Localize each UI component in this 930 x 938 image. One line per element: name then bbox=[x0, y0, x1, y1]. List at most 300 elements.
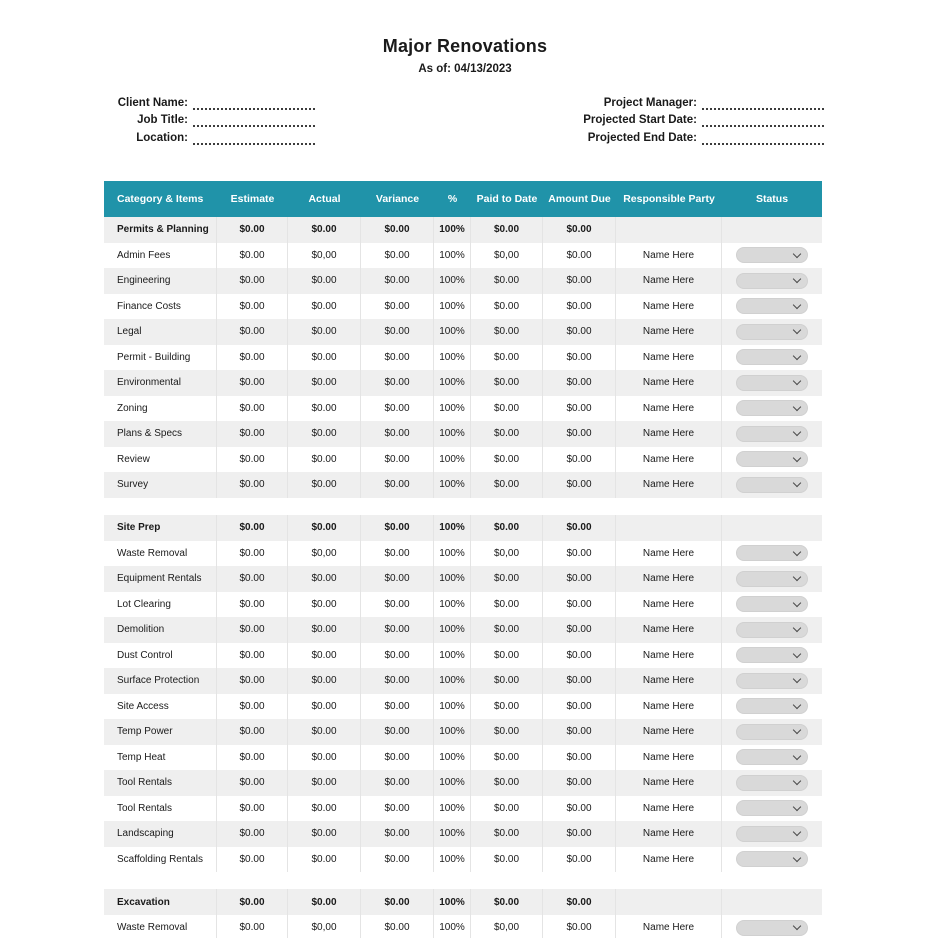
cell-responsible-party: Name Here bbox=[616, 370, 722, 396]
page-title: Major Renovations bbox=[382, 36, 548, 56]
cell-percent: 100% bbox=[434, 319, 471, 345]
cell-percent: 100% bbox=[434, 592, 471, 618]
cell-estimate: $0.00 bbox=[217, 643, 288, 669]
cell-status bbox=[722, 370, 822, 396]
chevron-down-icon bbox=[793, 624, 801, 632]
cell-responsible-party: Name Here bbox=[616, 719, 722, 745]
table-row bbox=[104, 472, 822, 498]
table-row bbox=[104, 243, 822, 269]
table-row bbox=[104, 370, 822, 396]
cell-status bbox=[722, 447, 822, 473]
cell-percent: 100% bbox=[434, 821, 471, 847]
cell-category: Equipment Rentals bbox=[104, 566, 217, 592]
cell-estimate: $0.00 bbox=[217, 268, 288, 294]
field-job-title bbox=[104, 114, 315, 128]
cell-category: Legal bbox=[104, 319, 217, 345]
table-row bbox=[104, 294, 822, 320]
cell-status bbox=[722, 643, 822, 669]
cell-variance: $0.00 bbox=[361, 268, 434, 294]
table-row bbox=[104, 566, 822, 592]
cell-estimate: $0.00 bbox=[217, 617, 288, 643]
field-location bbox=[104, 131, 315, 145]
cell-estimate: $0.00 bbox=[217, 668, 288, 694]
cell-status bbox=[722, 770, 822, 796]
cell-estimate: $0.00 bbox=[217, 541, 288, 567]
projected-start-date-label: Projected Start Date: bbox=[583, 114, 697, 126]
status-dropdown[interactable] bbox=[736, 800, 808, 816]
cell-paid-to-date: $0.00 bbox=[471, 719, 543, 745]
cell-paid-to-date: $0.00 bbox=[471, 472, 543, 498]
cell-amount-due: $0.00 bbox=[543, 447, 616, 473]
cell-category: Plans & Specs bbox=[104, 421, 217, 447]
chevron-down-icon bbox=[793, 454, 801, 462]
cell-amount-due: $0.00 bbox=[543, 694, 616, 720]
status-dropdown[interactable] bbox=[736, 673, 808, 689]
status-dropdown[interactable] bbox=[736, 545, 808, 561]
status-dropdown[interactable] bbox=[736, 920, 808, 936]
column-header-actual: Actual bbox=[308, 192, 341, 205]
cell-category: Waste Removal bbox=[104, 915, 217, 938]
cell-estimate: $0.00 bbox=[217, 847, 288, 873]
status-dropdown[interactable] bbox=[736, 477, 808, 493]
cell-paid-to-date: $0.00 bbox=[471, 370, 543, 396]
cell-responsible-party: Name Here bbox=[616, 319, 722, 345]
status-dropdown[interactable] bbox=[736, 851, 808, 867]
cell-actual: $0.00 bbox=[288, 643, 361, 669]
cell-variance: $0.00 bbox=[361, 592, 434, 618]
status-dropdown[interactable] bbox=[736, 298, 808, 314]
chevron-down-icon bbox=[793, 828, 801, 836]
cell-actual: $0.00 bbox=[288, 268, 361, 294]
table-row bbox=[104, 745, 822, 771]
column-header-responsible-party: Responsible Party bbox=[623, 192, 715, 205]
cell-category: Excavation bbox=[104, 889, 217, 915]
cell-paid-to-date: $0.00 bbox=[471, 889, 543, 915]
chevron-down-icon bbox=[793, 275, 801, 283]
chevron-down-icon bbox=[793, 922, 801, 930]
status-dropdown[interactable] bbox=[736, 571, 808, 587]
field-projected-end-date bbox=[566, 131, 824, 145]
cell-percent: 100% bbox=[434, 472, 471, 498]
cell-estimate: $0.00 bbox=[217, 566, 288, 592]
status-dropdown[interactable] bbox=[736, 596, 808, 612]
chevron-down-icon bbox=[793, 777, 801, 785]
cell-estimate: $0.00 bbox=[217, 345, 288, 371]
table-header-row bbox=[104, 181, 822, 217]
column-header-estimate: Estimate bbox=[230, 192, 275, 205]
cell-estimate: $0.00 bbox=[217, 294, 288, 320]
cell-category: Permits & Planning bbox=[104, 217, 217, 243]
cell-variance: $0.00 bbox=[361, 421, 434, 447]
table-row bbox=[104, 319, 822, 345]
cell-responsible-party: Name Here bbox=[616, 617, 722, 643]
cost-table bbox=[104, 181, 822, 938]
cell-status bbox=[722, 915, 822, 938]
table-row bbox=[104, 268, 822, 294]
cell-percent: 100% bbox=[434, 268, 471, 294]
cell-variance: $0.00 bbox=[361, 770, 434, 796]
cell-category: Tool Rentals bbox=[104, 770, 217, 796]
cell-percent: 100% bbox=[434, 396, 471, 422]
cell-status bbox=[722, 566, 822, 592]
chevron-down-icon bbox=[793, 726, 801, 734]
status-dropdown[interactable] bbox=[736, 426, 808, 442]
cell-responsible-party: Name Here bbox=[616, 694, 722, 720]
cell-amount-due: $0.00 bbox=[543, 472, 616, 498]
cell-status bbox=[722, 889, 822, 915]
cell-responsible-party: Name Here bbox=[616, 472, 722, 498]
cell-amount-due: $0.00 bbox=[543, 796, 616, 822]
cell-variance: $0.00 bbox=[361, 668, 434, 694]
cell-estimate: $0.00 bbox=[217, 447, 288, 473]
cell-percent: 100% bbox=[434, 770, 471, 796]
cell-amount-due: $0.00 bbox=[543, 421, 616, 447]
status-dropdown[interactable] bbox=[736, 349, 808, 365]
cell-status bbox=[722, 319, 822, 345]
cell-status bbox=[722, 472, 822, 498]
job-title-line[interactable] bbox=[193, 116, 315, 127]
cell-paid-to-date: $0.00 bbox=[471, 668, 543, 694]
cell-category: Tool Rentals bbox=[104, 796, 217, 822]
cell-estimate: $0.00 bbox=[217, 915, 288, 938]
cell-variance: $0.00 bbox=[361, 889, 434, 915]
cell-variance: $0.00 bbox=[361, 217, 434, 243]
cell-percent: 100% bbox=[434, 643, 471, 669]
cell-category: Site Prep bbox=[104, 515, 217, 541]
cell-estimate: $0.00 bbox=[217, 745, 288, 771]
cell-status bbox=[722, 294, 822, 320]
cell-category: Scaffolding Rentals bbox=[104, 847, 217, 873]
cell-amount-due: $0.00 bbox=[543, 541, 616, 567]
cell-responsible-party: Name Here bbox=[616, 592, 722, 618]
cell-variance: $0.00 bbox=[361, 694, 434, 720]
cell-category: Finance Costs bbox=[104, 294, 217, 320]
cell-paid-to-date: $0,00 bbox=[471, 541, 543, 567]
cell-amount-due: $0.00 bbox=[543, 668, 616, 694]
chevron-down-icon bbox=[793, 599, 801, 607]
cell-category: Surface Protection bbox=[104, 668, 217, 694]
cell-percent: 100% bbox=[434, 694, 471, 720]
cell-actual: $0.00 bbox=[288, 294, 361, 320]
field-project-manager bbox=[566, 96, 824, 110]
cell-paid-to-date: $0.00 bbox=[471, 268, 543, 294]
location-label: Location: bbox=[136, 131, 188, 144]
table-row bbox=[104, 694, 822, 720]
cell-category: Engineering bbox=[104, 268, 217, 294]
cell-status bbox=[722, 243, 822, 269]
cell-status bbox=[722, 345, 822, 371]
status-dropdown[interactable] bbox=[736, 622, 808, 638]
cell-actual: $0.00 bbox=[288, 217, 361, 243]
cell-status bbox=[722, 719, 822, 745]
field-client-name bbox=[104, 96, 315, 110]
cell-paid-to-date: $0.00 bbox=[471, 294, 543, 320]
client-info-block bbox=[104, 96, 315, 149]
table-row bbox=[104, 915, 822, 938]
client-name-line[interactable] bbox=[193, 99, 315, 110]
cell-variance: $0.00 bbox=[361, 719, 434, 745]
status-dropdown[interactable] bbox=[736, 247, 808, 263]
chevron-down-icon bbox=[793, 752, 801, 760]
cell-responsible-party bbox=[616, 515, 722, 541]
cell-responsible-party bbox=[616, 217, 722, 243]
projected-end-date-label: Projected End Date: bbox=[587, 131, 697, 144]
cell-actual: $0.00 bbox=[288, 821, 361, 847]
project-info-form bbox=[104, 96, 824, 149]
cell-paid-to-date: $0.00 bbox=[471, 796, 543, 822]
cell-amount-due: $0.00 bbox=[543, 268, 616, 294]
cell-actual: $0.00 bbox=[288, 515, 361, 541]
cell-percent: 100% bbox=[434, 243, 471, 269]
cell-paid-to-date: $0,00 bbox=[471, 243, 543, 269]
project-dates-block bbox=[566, 96, 824, 149]
cell-amount-due: $0.00 bbox=[543, 821, 616, 847]
cell-category: Zoning bbox=[104, 396, 217, 422]
cell-paid-to-date: $0.00 bbox=[471, 421, 543, 447]
cell-category: Landscaping bbox=[104, 821, 217, 847]
status-dropdown[interactable] bbox=[736, 400, 808, 416]
chevron-down-icon bbox=[793, 573, 801, 581]
cell-actual: $0.00 bbox=[288, 592, 361, 618]
cell-actual: $0.00 bbox=[288, 668, 361, 694]
cell-percent: 100% bbox=[434, 847, 471, 873]
table-row bbox=[104, 796, 822, 822]
cell-status bbox=[722, 796, 822, 822]
projected-end-date-line[interactable] bbox=[702, 134, 824, 145]
table-row bbox=[104, 421, 822, 447]
cell-status bbox=[722, 745, 822, 771]
cell-actual: $0.00 bbox=[288, 421, 361, 447]
cell-estimate: $0.00 bbox=[217, 592, 288, 618]
cell-status bbox=[722, 694, 822, 720]
cell-category: Site Access bbox=[104, 694, 217, 720]
cell-category: Review bbox=[104, 447, 217, 473]
status-dropdown[interactable] bbox=[736, 273, 808, 289]
cell-percent: 100% bbox=[434, 745, 471, 771]
section-row-permits-planning bbox=[104, 217, 822, 243]
cell-status bbox=[722, 396, 822, 422]
cell-percent: 100% bbox=[434, 617, 471, 643]
cell-amount-due: $0.00 bbox=[543, 217, 616, 243]
table-row bbox=[104, 643, 822, 669]
projected-start-date-line[interactable] bbox=[702, 116, 824, 127]
cell-paid-to-date: $0.00 bbox=[471, 217, 543, 243]
cell-actual: $0,00 bbox=[288, 915, 361, 938]
cell-percent: 100% bbox=[434, 294, 471, 320]
section-row-site-prep bbox=[104, 515, 822, 541]
column-header-amount-due: Amount Due bbox=[548, 192, 611, 205]
cell-category: Survey bbox=[104, 472, 217, 498]
cell-actual: $0.00 bbox=[288, 472, 361, 498]
chevron-down-icon bbox=[793, 250, 801, 258]
cell-amount-due: $0.00 bbox=[543, 243, 616, 269]
column-header-variance: Variance bbox=[375, 192, 420, 205]
cell-status bbox=[722, 821, 822, 847]
cell-actual: $0.00 bbox=[288, 745, 361, 771]
cell-amount-due: $0.00 bbox=[543, 515, 616, 541]
cell-responsible-party: Name Here bbox=[616, 396, 722, 422]
cell-actual: $0.00 bbox=[288, 345, 361, 371]
cell-variance: $0.00 bbox=[361, 796, 434, 822]
cell-percent: 100% bbox=[434, 421, 471, 447]
chevron-down-icon bbox=[793, 854, 801, 862]
section-site-prep bbox=[104, 515, 822, 873]
cell-responsible-party: Name Here bbox=[616, 847, 722, 873]
chevron-down-icon bbox=[793, 301, 801, 309]
cell-actual: $0.00 bbox=[288, 770, 361, 796]
status-dropdown[interactable] bbox=[736, 324, 808, 340]
client-name-label: Client Name: bbox=[117, 96, 188, 109]
table-row bbox=[104, 541, 822, 567]
column-header-category: Category & Items bbox=[117, 192, 204, 205]
cell-variance: $0.00 bbox=[361, 745, 434, 771]
section-permits-planning bbox=[104, 217, 822, 498]
chevron-down-icon bbox=[793, 326, 801, 334]
cell-category: Demolition bbox=[104, 617, 217, 643]
chevron-down-icon bbox=[793, 352, 801, 360]
cell-status bbox=[722, 421, 822, 447]
cell-amount-due: $0.00 bbox=[543, 643, 616, 669]
cell-category: Waste Removal bbox=[104, 541, 217, 567]
section-excavation bbox=[104, 889, 822, 938]
cell-estimate: $0.00 bbox=[217, 821, 288, 847]
cell-estimate: $0.00 bbox=[217, 370, 288, 396]
cell-paid-to-date: $0.00 bbox=[471, 745, 543, 771]
cell-variance: $0.00 bbox=[361, 847, 434, 873]
cell-status bbox=[722, 668, 822, 694]
cell-category: Temp Power bbox=[104, 719, 217, 745]
cell-percent: 100% bbox=[434, 915, 471, 938]
cell-estimate: $0.00 bbox=[217, 243, 288, 269]
cell-actual: $0.00 bbox=[288, 370, 361, 396]
cell-percent: 100% bbox=[434, 370, 471, 396]
chevron-down-icon bbox=[793, 650, 801, 658]
cell-variance: $0.00 bbox=[361, 472, 434, 498]
status-dropdown[interactable] bbox=[736, 647, 808, 663]
project-manager-line[interactable] bbox=[702, 99, 824, 110]
cell-responsible-party: Name Here bbox=[616, 447, 722, 473]
cell-amount-due: $0.00 bbox=[543, 847, 616, 873]
cell-variance: $0.00 bbox=[361, 515, 434, 541]
project-manager-label: Project Manager: bbox=[603, 96, 697, 109]
column-header-paid-to-date: Paid to Date bbox=[476, 192, 538, 205]
cell-status bbox=[722, 217, 822, 243]
table-row bbox=[104, 447, 822, 473]
cell-percent: 100% bbox=[434, 345, 471, 371]
cell-paid-to-date: $0.00 bbox=[471, 345, 543, 371]
cell-variance: $0.00 bbox=[361, 319, 434, 345]
cell-actual: $0.00 bbox=[288, 566, 361, 592]
cell-actual: $0.00 bbox=[288, 719, 361, 745]
chevron-down-icon bbox=[793, 675, 801, 683]
cell-paid-to-date: $0.00 bbox=[471, 694, 543, 720]
location-line[interactable] bbox=[193, 134, 315, 145]
cell-paid-to-date: $0,00 bbox=[471, 915, 543, 938]
cell-percent: 100% bbox=[434, 668, 471, 694]
chevron-down-icon bbox=[793, 428, 801, 436]
cell-actual: $0.00 bbox=[288, 694, 361, 720]
cell-paid-to-date: $0.00 bbox=[471, 643, 543, 669]
cell-actual: $0.00 bbox=[288, 617, 361, 643]
status-dropdown[interactable] bbox=[736, 826, 808, 842]
cell-status bbox=[722, 847, 822, 873]
cell-category: Dust Control bbox=[104, 643, 217, 669]
cell-percent: 100% bbox=[434, 566, 471, 592]
cell-actual: $0.00 bbox=[288, 396, 361, 422]
cell-paid-to-date: $0.00 bbox=[471, 396, 543, 422]
cell-category: Environmental bbox=[104, 370, 217, 396]
cell-actual: $0.00 bbox=[288, 847, 361, 873]
table-row bbox=[104, 821, 822, 847]
table-row bbox=[104, 396, 822, 422]
cell-responsible-party: Name Here bbox=[616, 643, 722, 669]
cell-variance: $0.00 bbox=[361, 447, 434, 473]
chevron-down-icon bbox=[793, 701, 801, 709]
cell-responsible-party: Name Here bbox=[616, 566, 722, 592]
cell-variance: $0.00 bbox=[361, 370, 434, 396]
cell-estimate: $0.00 bbox=[217, 719, 288, 745]
cell-paid-to-date: $0.00 bbox=[471, 770, 543, 796]
cell-actual: $0.00 bbox=[288, 447, 361, 473]
cell-estimate: $0.00 bbox=[217, 421, 288, 447]
cell-percent: 100% bbox=[434, 796, 471, 822]
cell-responsible-party: Name Here bbox=[616, 770, 722, 796]
column-header-percent: % bbox=[447, 192, 458, 205]
status-dropdown[interactable] bbox=[736, 375, 808, 391]
cell-category: Temp Heat bbox=[104, 745, 217, 771]
cell-estimate: $0.00 bbox=[217, 694, 288, 720]
cell-variance: $0.00 bbox=[361, 396, 434, 422]
cell-variance: $0.00 bbox=[361, 566, 434, 592]
cell-responsible-party: Name Here bbox=[616, 294, 722, 320]
cell-responsible-party: Name Here bbox=[616, 541, 722, 567]
section-row-excavation bbox=[104, 889, 822, 915]
cell-amount-due: $0.00 bbox=[543, 566, 616, 592]
status-dropdown[interactable] bbox=[736, 775, 808, 791]
cell-responsible-party: Name Here bbox=[616, 821, 722, 847]
cell-paid-to-date: $0.00 bbox=[471, 319, 543, 345]
cell-responsible-party: Name Here bbox=[616, 268, 722, 294]
status-dropdown[interactable] bbox=[736, 749, 808, 765]
cell-responsible-party: Name Here bbox=[616, 796, 722, 822]
cell-variance: $0.00 bbox=[361, 915, 434, 938]
cell-paid-to-date: $0.00 bbox=[471, 821, 543, 847]
cell-status bbox=[722, 515, 822, 541]
cell-actual: $0,00 bbox=[288, 541, 361, 567]
cell-responsible-party: Name Here bbox=[616, 915, 722, 938]
status-dropdown[interactable] bbox=[736, 698, 808, 714]
cell-percent: 100% bbox=[434, 515, 471, 541]
cell-status bbox=[722, 592, 822, 618]
cell-paid-to-date: $0.00 bbox=[471, 847, 543, 873]
table-row bbox=[104, 719, 822, 745]
cell-amount-due: $0.00 bbox=[543, 345, 616, 371]
status-dropdown[interactable] bbox=[736, 451, 808, 467]
cell-amount-due: $0.00 bbox=[543, 915, 616, 938]
cell-percent: 100% bbox=[434, 889, 471, 915]
table-row bbox=[104, 847, 822, 873]
table-row bbox=[104, 770, 822, 796]
cell-percent: 100% bbox=[434, 217, 471, 243]
cell-responsible-party: Name Here bbox=[616, 421, 722, 447]
table-row bbox=[104, 617, 822, 643]
status-dropdown[interactable] bbox=[736, 724, 808, 740]
cell-amount-due: $0.00 bbox=[543, 719, 616, 745]
cell-amount-due: $0.00 bbox=[543, 370, 616, 396]
cell-actual: $0.00 bbox=[288, 889, 361, 915]
cell-responsible-party bbox=[616, 889, 722, 915]
cell-estimate: $0.00 bbox=[217, 472, 288, 498]
